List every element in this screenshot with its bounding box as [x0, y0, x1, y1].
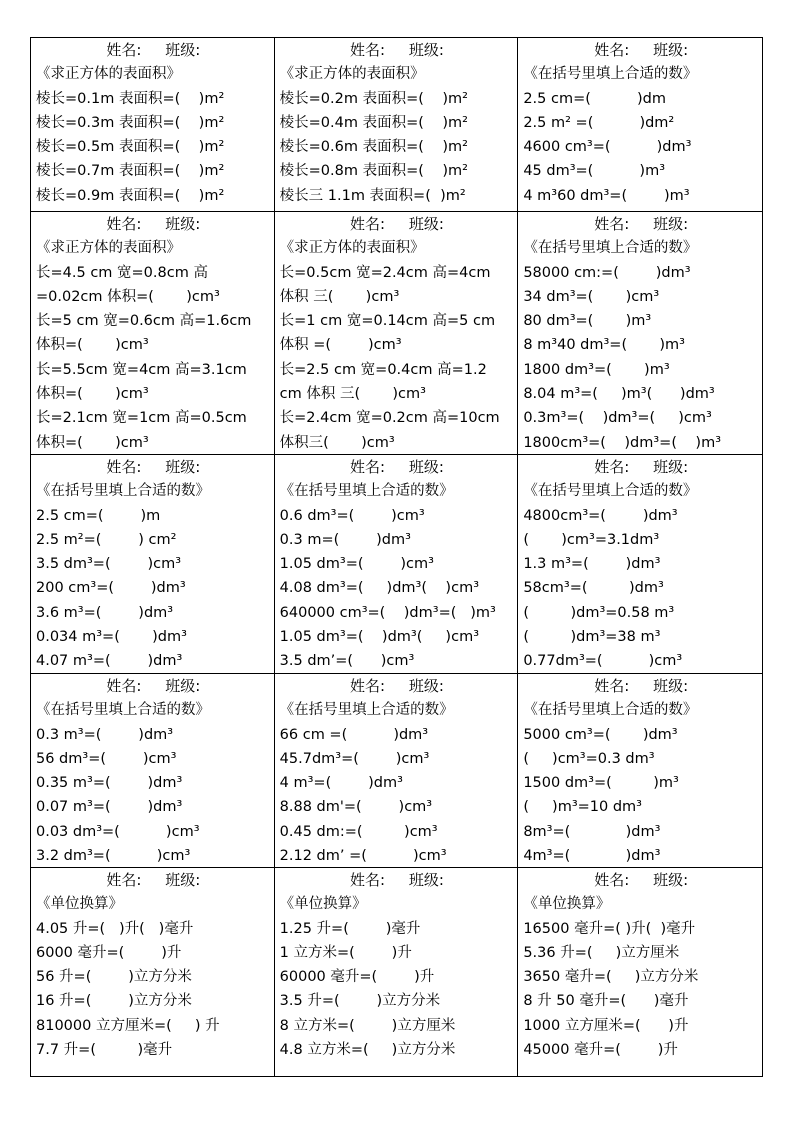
exercise-cell	[275, 674, 519, 868]
exercise-line: 体积=( )cm³	[36, 386, 149, 403]
exercise-line: 34 dm³=( )cm³	[523, 288, 660, 305]
exercise-line: 棱长=0.7m 表面积=( )m²	[36, 163, 225, 180]
exercise-line: 棱长=0.6m 表面积=( )m²	[279, 139, 468, 156]
exercise-line: 长=5 cm 宽=0.6cm 高=1.6cm	[36, 313, 252, 330]
exercise-line: 2.5 cm=( )dm	[523, 90, 666, 107]
exercise-line: 5.36 升=( )立方厘米	[523, 944, 680, 961]
exercise-line: 0.77dm³=( )cm³	[523, 653, 683, 670]
exercise-line: 1000 立方厘米=( )升	[523, 1017, 689, 1034]
name-class-header: 姓名: 班级:	[594, 458, 689, 476]
exercise-cell	[275, 455, 519, 674]
exercise-title: 《单位换算》	[523, 896, 611, 913]
exercise-line: 5000 cm³=( )dm³	[523, 726, 678, 743]
exercise-line: 1800cm³=( )dm³=( )m³	[523, 434, 722, 451]
exercise-line: 4 m³=( )dm³	[279, 775, 403, 792]
exercise-line: 长=5.5cm 宽=4cm 高=3.1cm	[36, 361, 247, 378]
exercise-line: 56 升=( )立方分米	[36, 969, 192, 986]
exercise-title: 《在括号里填上合适的数》	[279, 702, 454, 719]
exercise-line: 80 dm³=( )m³	[523, 313, 652, 330]
name-class-header: 姓名: 班级:	[106, 458, 201, 476]
name-class-header: 姓名: 班级:	[594, 871, 689, 889]
exercise-line: 1.3 m³=( )dm³	[523, 556, 661, 573]
exercise-line: 体积 三( )cm³	[279, 288, 400, 305]
name-class-header: 姓名: 班级:	[350, 871, 444, 889]
exercise-line: 4.8 立方米=( )立方分米	[279, 1042, 456, 1059]
exercise-title: 《求正方体的表面积》	[279, 240, 425, 257]
exercise-cell	[518, 38, 762, 212]
exercise-cell	[31, 868, 275, 1076]
exercise-line: ( )dm³=38 m³	[523, 629, 661, 646]
exercise-title: 《求正方体的表面积》	[36, 240, 181, 257]
exercise-line: 2.5 m²=( ) cm²	[36, 531, 177, 548]
exercise-line: 长=4.5 cm 宽=0.8cm 高	[36, 264, 208, 281]
exercise-line: 200 cm³=( )dm³	[36, 580, 186, 597]
exercise-line: 4.07 m³=( )dm³	[36, 653, 183, 670]
exercise-line: 8.88 dm'=( )cm³	[279, 799, 433, 816]
exercise-title: 《求正方体的表面积》	[36, 66, 181, 83]
exercise-title: 《在括号里填上合适的数》	[36, 702, 210, 719]
exercise-line: 0.03 dm³=( )cm³	[36, 823, 200, 840]
exercise-line: 16 升=( )立方分米	[36, 993, 192, 1010]
exercise-title: 《在括号里填上合适的数》	[523, 240, 698, 257]
name-class-header: 姓名: 班级:	[106, 41, 201, 59]
exercise-line: 8 m³40 dm³=( )m³	[523, 337, 685, 354]
exercise-line: 0.6 dm³=( )cm³	[279, 507, 425, 524]
name-class-header: 姓名: 班级:	[350, 215, 444, 233]
exercise-line: 体积=( )cm³	[36, 434, 149, 451]
exercise-line: 4.05 升=( )升( )毫升	[36, 920, 194, 937]
exercise-cell	[31, 455, 275, 674]
exercise-line: 0.3m³=( )dm³=( )cm³	[523, 410, 712, 427]
name-class-header: 姓名: 班级:	[106, 215, 201, 233]
exercise-line: 0.3 m³=( )dm³	[36, 726, 174, 743]
exercise-line: 棱长=0.1m 表面积=( )m²	[36, 90, 225, 107]
exercise-line: ( )dm³=0.58 m³	[523, 604, 675, 621]
exercise-line: 2.5 cm=( )m	[36, 507, 161, 524]
exercise-title: 《单位换算》	[279, 896, 367, 913]
worksheet-grid	[30, 37, 763, 1077]
exercise-line: 3.5 升=( )立方分米	[279, 993, 441, 1010]
exercise-line: 16500 毫升=( )升( )毫升	[523, 920, 696, 937]
exercise-line: 2.5 m² =( )dm²	[523, 114, 675, 131]
exercise-line: 长=2.4cm 宽=0.2cm 高=10cm	[279, 410, 500, 427]
exercise-line: 3.5 dm’=( )cm³	[279, 653, 415, 670]
exercise-line: 0.35 m³=( )dm³	[36, 775, 183, 792]
exercise-title: 《求正方体的表面积》	[279, 66, 425, 83]
exercise-line: 1800 dm³=( )m³	[523, 361, 670, 378]
exercise-line: 60000 毫升=( )升	[279, 969, 435, 986]
exercise-line: 66 cm =( )dm³	[279, 726, 429, 743]
exercise-line: 棱长=0.8m 表面积=( )m²	[279, 163, 468, 180]
exercise-line: ( )cm³=3.1dm³	[523, 531, 660, 548]
exercise-cell	[275, 38, 519, 212]
exercise-title: 《在括号里填上合适的数》	[523, 702, 698, 719]
exercise-line: 640000 cm³=( )dm³=( )m³	[279, 604, 496, 621]
exercise-line: 体积 =( )cm³	[279, 337, 402, 354]
exercise-cell	[518, 674, 762, 868]
exercise-line: 棱长=0.4m 表面积=( )m²	[279, 114, 468, 131]
exercise-line: 8 升 50 毫升=( )毫升	[523, 993, 689, 1010]
exercise-line: 7.7 升=( )毫升	[36, 1042, 173, 1059]
exercise-title: 《在括号里填上合适的数》	[523, 483, 698, 500]
exercise-line: 45000 毫升=( )升	[523, 1042, 678, 1059]
exercise-line: ( )m³=10 dm³	[523, 799, 642, 816]
exercise-line: 长=2.5 cm 宽=0.4cm 高=1.2	[279, 361, 487, 378]
name-class-header: 姓名: 班级:	[106, 871, 201, 889]
exercise-line: 6000 毫升=( )升	[36, 944, 182, 961]
exercise-cell	[518, 455, 762, 674]
name-class-header: 姓名: 班级:	[350, 677, 444, 695]
exercise-line: 长=0.5cm 宽=2.4cm 高=4cm	[279, 264, 491, 281]
exercise-line: 棱长三 1.1m 表面积=( )m²	[279, 187, 466, 204]
exercise-cell	[275, 868, 519, 1076]
exercise-line: 1.25 升=( )毫升	[279, 920, 421, 937]
exercise-title: 《在括号里填上合适的数》	[36, 483, 210, 500]
exercise-line: 8.04 m³=( )m³( )dm³	[523, 386, 715, 403]
exercise-cell	[518, 868, 762, 1076]
exercise-line: 810000 立方厘米=( ) 升	[36, 1017, 220, 1034]
exercise-cell	[31, 212, 275, 455]
exercise-line: 4 m³60 dm³=( )m³	[523, 187, 690, 204]
exercise-line: 45 dm³=( )m³	[523, 163, 666, 180]
exercise-line: 3.2 dm³=( )cm³	[36, 848, 191, 865]
exercise-line: 58cm³=( )dm³	[523, 580, 664, 597]
exercise-line: 体积三( )cm³	[279, 434, 395, 451]
exercise-cell	[275, 212, 519, 455]
exercise-title: 《在括号里填上合适的数》	[279, 483, 454, 500]
exercise-line: =0.02cm 体积=( )cm³	[36, 288, 220, 305]
exercise-line: 长=2.1cm 宽=1cm 高=0.5cm	[36, 410, 247, 427]
exercise-line: cm 体积 三( )cm³	[279, 386, 426, 403]
exercise-line: 0.034 m³=( )dm³	[36, 629, 187, 646]
exercise-line: 1 立方米=( )升	[279, 944, 412, 961]
exercise-line: 4.08 dm³=( )dm³( )cm³	[279, 580, 480, 597]
exercise-title: 《在括号里填上合适的数》	[523, 66, 698, 83]
exercise-line: 棱长=0.2m 表面积=( )m²	[279, 90, 468, 107]
name-class-header: 姓名: 班级:	[594, 677, 689, 695]
exercise-line: 56 dm³=( )cm³	[36, 750, 177, 767]
exercise-line: 1.05 dm³=( )dm³( )cm³	[279, 629, 480, 646]
exercise-line: 2.12 dm’ =( )cm³	[279, 848, 447, 865]
exercise-line: 0.45 dm:=( )cm³	[279, 823, 438, 840]
name-class-header: 姓名: 班级:	[350, 458, 444, 476]
exercise-line: 3.5 dm³=( )cm³	[36, 556, 182, 573]
exercise-cell	[518, 212, 762, 455]
exercise-line: 0.3 m=( )dm³	[279, 531, 411, 548]
exercise-line: 棱长=0.9m 表面积=( )m²	[36, 187, 225, 204]
name-class-header: 姓名: 班级:	[594, 41, 689, 59]
exercise-line: ( )cm³=0.3 dm³	[523, 750, 655, 767]
exercise-line: 4m³=( )dm³	[523, 848, 661, 865]
name-class-header: 姓名: 班级:	[106, 677, 201, 695]
exercise-title: 《单位换算》	[36, 896, 123, 913]
exercise-line: 棱长=0.3m 表面积=( )m²	[36, 114, 225, 131]
exercise-cell	[31, 674, 275, 868]
exercise-cell	[31, 38, 275, 212]
exercise-line: 体积=( )cm³	[36, 337, 149, 354]
exercise-line: 8 立方米=( )立方厘米	[279, 1017, 456, 1034]
name-class-header: 姓名: 班级:	[350, 41, 444, 59]
exercise-line: 棱长=0.5m 表面积=( )m²	[36, 139, 225, 156]
exercise-line: 1.05 dm³=( )cm³	[279, 556, 434, 573]
exercise-line: 长=1 cm 宽=0.14cm 高=5 cm	[279, 313, 496, 330]
name-class-header: 姓名: 班级:	[594, 215, 689, 233]
exercise-line: 4600 cm³=( )dm³	[523, 139, 692, 156]
exercise-line: 4800cm³=( )dm³	[523, 507, 678, 524]
exercise-line: 8m³=( )dm³	[523, 823, 661, 840]
exercise-line: 3650 毫升=( )立方分米	[523, 969, 699, 986]
exercise-line: 58000 cm:=( )dm³	[523, 264, 691, 281]
exercise-line: 45.7dm³=( )cm³	[279, 750, 430, 767]
exercise-line: 1500 dm³=( )m³	[523, 775, 679, 792]
exercise-line: 0.07 m³=( )dm³	[36, 799, 183, 816]
exercise-line: 3.6 m³=( )dm³	[36, 604, 174, 621]
